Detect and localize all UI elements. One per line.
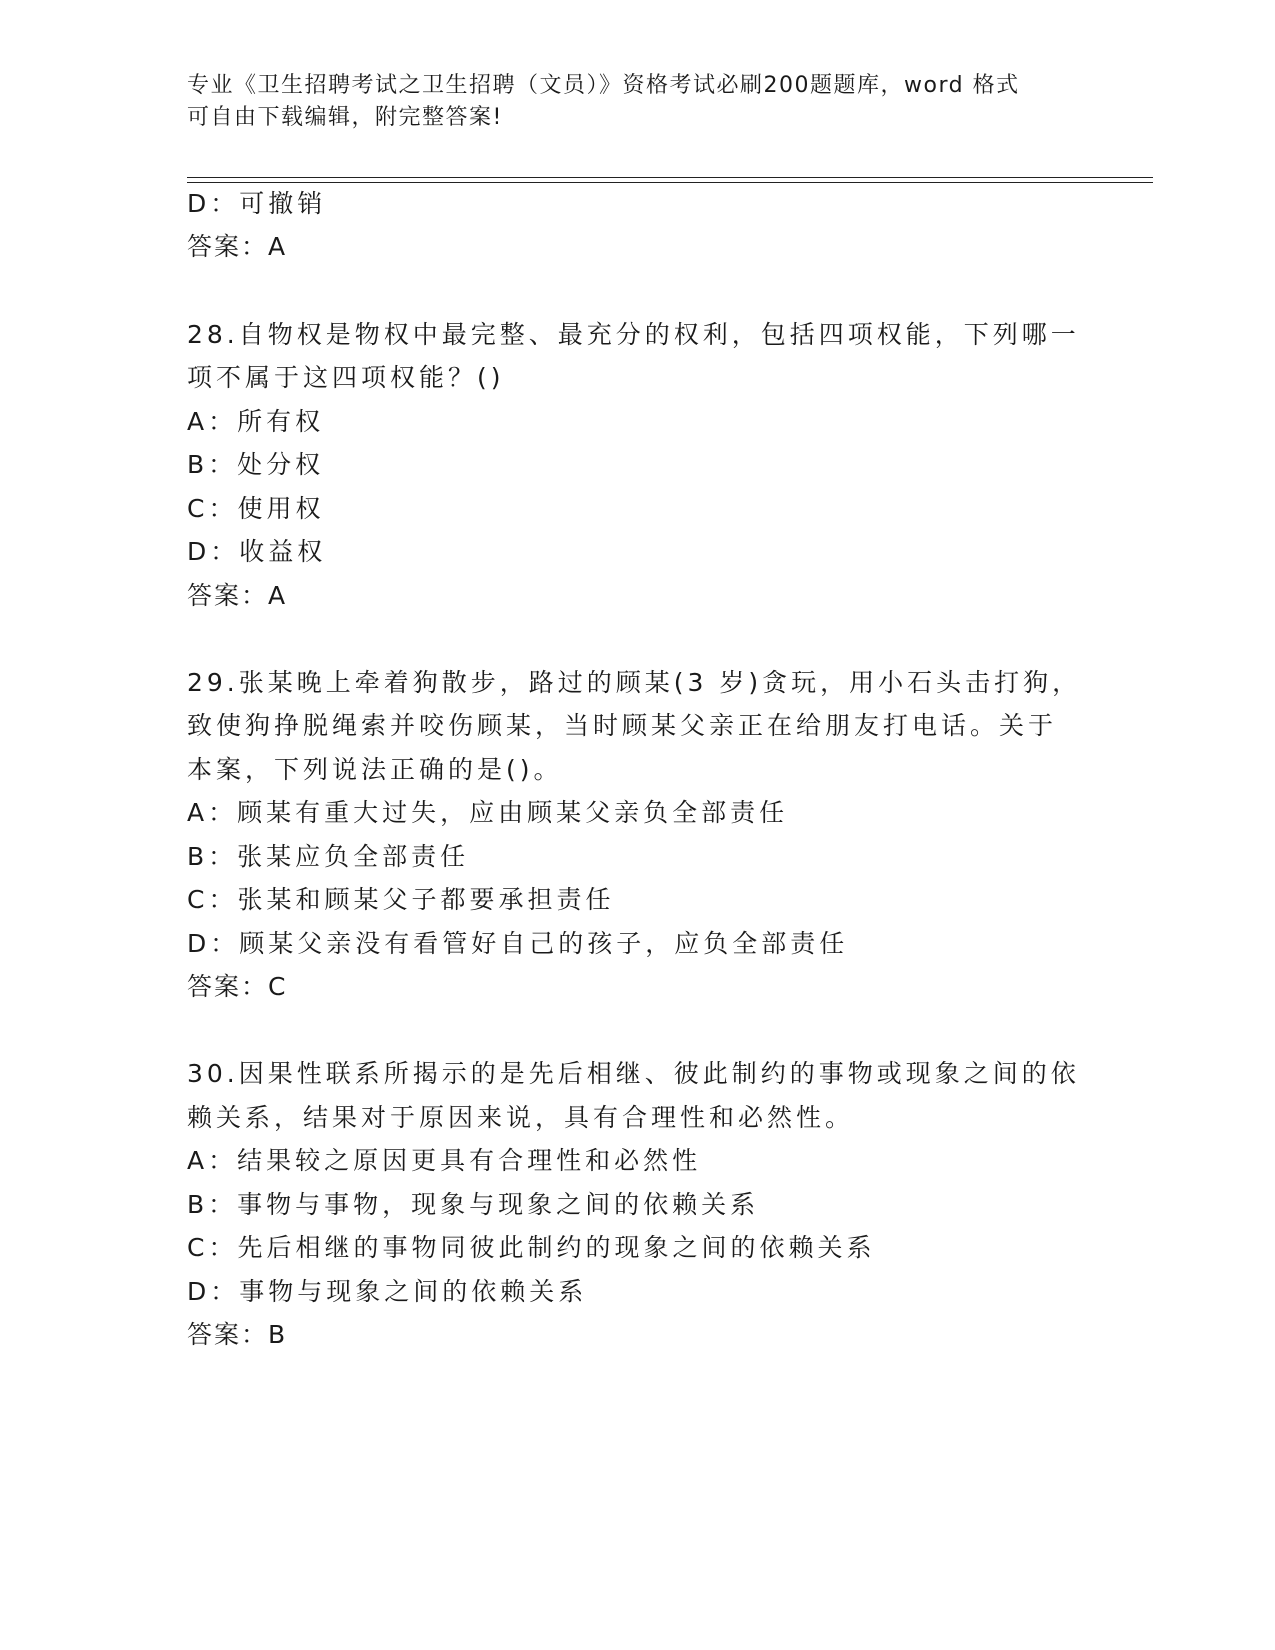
answer: 答案：C	[187, 972, 288, 1001]
question-stem-line: 30.因果性联系所揭示的是先后相继、彼此制约的事物或现象之间的依	[187, 1059, 1080, 1088]
header-divider-top	[187, 177, 1153, 178]
question-stem-line: 赖关系，结果对于原因来说，具有合理性和必然性。	[187, 1103, 855, 1132]
prev-answer: 答案：A	[187, 232, 288, 261]
option-c: C：张某和顾某父子都要承担责任	[187, 885, 615, 914]
question-stem-line: 28.自物权是物权中最完整、最充分的权利，包括四项权能，下列哪一	[187, 320, 1080, 349]
option-c: C：先后相继的事物同彼此制约的现象之间的依赖关系	[187, 1233, 876, 1262]
option-d: D：收益权	[187, 537, 327, 566]
option-b: B：处分权	[187, 450, 325, 479]
header-title-line-1: 专业《卫生招聘考试之卫生招聘（文员）》资格考试必刷200题题库，word 格式	[187, 73, 1020, 98]
document-header	[187, 70, 1067, 134]
header-title-line-2: 可自由下载编辑，附完整答案!	[187, 105, 503, 130]
question-stem-line: 项不属于这四项权能？()	[187, 363, 505, 392]
option-a: A：所有权	[187, 407, 325, 436]
prev-option-d: D：可撤销	[187, 189, 327, 218]
question-stem-line: 本案，下列说法正确的是()。	[187, 755, 563, 784]
question-stem-line: 致使狗挣脱绳索并咬伤顾某，当时顾某父亲正在给朋友打电话。关于	[187, 711, 1058, 740]
header-divider-bottom	[187, 182, 1153, 183]
option-c: C：使用权	[187, 494, 325, 523]
question-stem-line: 29.张某晚上牵着狗散步，路过的顾某(3 岁)贪玩，用小石头击打狗，	[187, 668, 1082, 697]
answer: 答案：B	[187, 1320, 288, 1349]
option-d: D：事物与现象之间的依赖关系	[187, 1277, 588, 1306]
option-a: A：结果较之原因更具有合理性和必然性	[187, 1146, 702, 1175]
answer: 答案：A	[187, 581, 288, 610]
option-d: D：顾某父亲没有看管好自己的孩子，应负全部责任	[187, 929, 849, 958]
option-b: B：张某应负全部责任	[187, 842, 470, 871]
option-a: A：顾某有重大过失，应由顾某父亲负全部责任	[187, 798, 789, 827]
option-b: B：事物与事物，现象与现象之间的依赖关系	[187, 1190, 760, 1219]
